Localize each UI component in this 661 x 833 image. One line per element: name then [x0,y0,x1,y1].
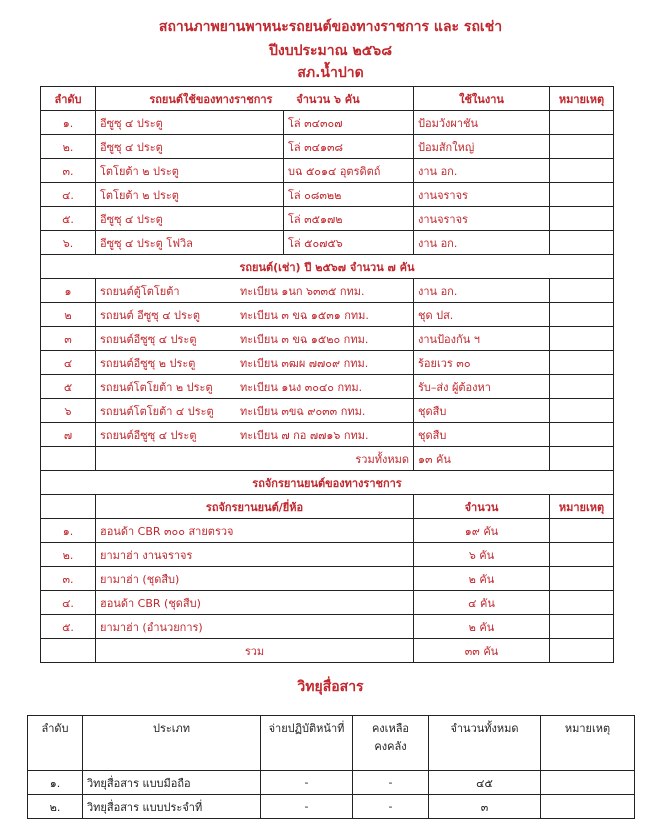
row-no: ๔. [41,183,96,207]
row-motorcycle: ยามาฮ่า (อำนวยการ) [96,615,414,639]
rental-total-value: ๑๓ คัน [414,447,550,471]
table-row [41,279,614,303]
row-use: รับ–ส่ง ผู้ต้องหา [414,375,550,399]
col-motorcycle-count: จำนวน [414,495,550,519]
fiscal-year: ปีงบประมาณ ๒๕๖๘ [269,43,392,59]
row-no: ๔ [41,351,96,375]
vehicle-table [40,86,614,663]
row-motorcycle: ยามาฮ่า (ชุดสืบ) [96,567,414,591]
row-use: ชุดสืบ [414,423,550,447]
col-radio-remark: หมายเหตุ [541,716,635,771]
row-plate: โล่ ๓๕๑๗๒ [284,207,414,231]
col-radio-duty: จ่ายปฏิบัติหน้าที่ [261,716,353,771]
row-no: ๓. [41,567,96,591]
row-registration: ทะเบียน ๓ขฉ ๙๐๓๓ กทม. [240,404,366,418]
row-radio-duty: - [261,795,353,819]
table-row [41,375,614,399]
row-no: ๑. [41,111,96,135]
row-registration: ทะเบียน ๓ ขฉ ๑๕๒๐ กทม. [240,332,369,346]
col-use: ใช้ในงาน [414,87,550,111]
row-remark [550,207,614,231]
row-remark [550,111,614,135]
row-plate: โล่ ๓๔๑๓๘ [284,135,414,159]
row-vehicle-name: รถยนต์โตโยต้า ๔ ประตู [100,404,214,418]
row-no: ๑ [41,279,96,303]
row-motorcycle: ยามาฮ่า งานจราจร [96,543,414,567]
row-no: ๔. [41,591,96,615]
rental-total-label: รวมทั้งหมด [96,447,414,471]
row-use: งานป้องกัน ฯ [414,327,550,351]
row-no: ๖ [41,399,96,423]
row-registration: ทะเบียน ๓ฒผ ๗๗๐๙ กทม. [240,356,369,370]
row-vehicle [96,327,414,351]
row-plate: โล่ ๐๘๓๒๒ [284,183,414,207]
empty-cell [41,447,96,471]
col-motorcycle-brand: รถจักรยานยนต์/ยี่ห้อ [96,495,414,519]
table-row [41,327,614,351]
row-plate: โล่ ๓๔๓๐๗ [284,111,414,135]
row-remark [550,447,614,471]
row-radio-type: วิทยุสื่อสาร แบบประจำที่ [83,795,261,819]
table-row [41,207,614,231]
table-row [41,543,614,567]
row-motorcycle: ฮอนด้า CBR ๓๐๐ สายตรวจ [96,519,414,543]
row-no: ๕ [41,375,96,399]
row-use: ป้อมสักใหญ่ [414,135,550,159]
radio-header-row [28,716,635,771]
row-vehicle: โตโยต้า ๒ ประตู [96,183,284,207]
table-row [41,591,614,615]
row-vehicle [96,279,414,303]
row-remark [550,639,614,663]
row-vehicle-name: รถยนต์อีซูซุ ๔ ประตู [100,332,197,346]
row-plate: โล่ ๕๐๗๕๖ [284,231,414,255]
row-remark [550,303,614,327]
table-row [41,159,614,183]
row-vehicle-name: รถยนต์ อีซูซุ ๔ ประตู [100,308,200,322]
row-remark [550,351,614,375]
row-use: ชุด ปส. [414,303,550,327]
table-row [41,183,614,207]
row-remark [550,543,614,567]
table-row [41,399,614,423]
row-vehicle [96,399,414,423]
row-radio-stock: - [353,771,429,795]
motorcycle-total-row [41,639,614,663]
col-radio-total: จำนวนทั้งหมด [429,716,541,771]
station-name: สภ.น้ำปาด [297,65,364,81]
motorcycle-heading: รถจักรยานยนต์ของทางราชการ [41,471,614,495]
row-no: ๑. [41,519,96,543]
radio-heading: วิทยุสื่อสาร [297,679,364,695]
table-row [41,231,614,255]
row-vehicle [96,375,414,399]
table-row [41,567,614,591]
table-row [41,423,614,447]
row-registration: ทะเบียน ๓ ขฉ ๑๕๓๑ กทม. [240,308,369,322]
row-radio-duty: - [261,771,353,795]
row-no: ๒. [41,135,96,159]
row-vehicle [96,303,414,327]
row-no: ๕. [41,615,96,639]
motorcycle-section-header [41,471,614,495]
row-vehicle: อีซูซุ ๔ ประตู โฟวิล [96,231,284,255]
row-radio-stock: - [353,795,429,819]
row-use: งาน อก. [414,231,550,255]
row-no: ๖. [41,231,96,255]
row-remark [550,159,614,183]
row-use: ร้อยเวร ๓๐ [414,351,550,375]
col-vehicle [96,87,414,111]
row-count: ๑๙ คัน [414,519,550,543]
radio-table [27,715,635,819]
row-no: ๕. [41,207,96,231]
row-remark [550,399,614,423]
row-use: ชุดสืบ [414,399,550,423]
row-remark [550,519,614,543]
row-registration: ทะเบียน ๑นก ๖๓๓๕ กทม. [240,284,365,298]
col-vehicle-count: จำนวน ๖ คัน [296,92,360,106]
row-remark [550,423,614,447]
row-no: ๓ [41,327,96,351]
motorcycle-total-label: รวม [96,639,414,663]
row-no: ๒. [41,543,96,567]
row-motorcycle: ฮอนด้า CBR (ชุดสืบ) [96,591,414,615]
rental-heading: รถยนต์(เช่า) ปี ๒๕๖๗ จำนวน ๗ คัน [41,255,614,279]
row-count: ๔ คัน [414,591,550,615]
row-vehicle: อีซูซุ ๔ ประตู [96,135,284,159]
row-count: ๒ คัน [414,615,550,639]
motorcycle-total-value: ๓๓ คัน [414,639,550,663]
table-row [28,795,635,819]
row-registration: ทะเบียน ๗ กอ ๗๗๑๖ กทม. [240,428,369,442]
row-no: ๒. [28,795,83,819]
row-vehicle [96,423,414,447]
row-count: ๒ คัน [414,567,550,591]
row-remark [550,279,614,303]
row-no: ๗ [41,423,96,447]
row-use: งาน อก. [414,159,550,183]
row-remark [550,567,614,591]
row-registration: ทะเบียน ๑นง ๓๐๔๐ กทม. [240,380,363,394]
col-radio-stock: คงเหลือคงคลัง [353,716,429,771]
row-vehicle-name: รถยนต์อีซูซุ ๔ ประตู [100,428,197,442]
row-radio-total: ๔๕ [429,771,541,795]
col-radio-type: ประเภท [83,716,261,771]
col-motorcycle-remark: หมายเหตุ [550,495,614,519]
empty-cell [41,639,96,663]
row-no: ๑. [28,771,83,795]
table-row [41,303,614,327]
empty-cell [41,495,96,519]
table-row [41,519,614,543]
table-row [41,111,614,135]
doc-title: สถานภาพยานพาหนะรถยนต์ของทางราชการ และ รถเช่า [158,19,503,35]
row-vehicle-name: รถยนต์ตู้โตโยต้า [100,284,180,298]
row-vehicle-name: รถยนต์อีซูซุ ๒ ประตู [100,356,196,370]
table-row [28,771,635,795]
rental-section-header [41,255,614,279]
table-row [41,135,614,159]
motorcycle-header-row [41,495,614,519]
row-remark [550,327,614,351]
row-remark [550,375,614,399]
row-plate: บฉ ๕๐๑๔ อุตรดิตถ์ [284,159,414,183]
row-use: งานจราจร [414,183,550,207]
row-no: ๓. [41,159,96,183]
row-radio-total: ๓ [429,795,541,819]
row-remark [550,231,614,255]
table-row [41,351,614,375]
table-row [41,615,614,639]
vehicle-header-row [41,87,614,111]
row-remark [550,183,614,207]
row-vehicle: อีซูซุ ๔ ประตู [96,111,284,135]
rental-total-row [41,447,614,471]
row-vehicle-name: รถยนต์โตโยต้า ๒ ประตู [100,380,213,394]
col-vehicle-label: รถยนต์ใช้ของทางราชการ [149,92,273,106]
row-count: ๖ คัน [414,543,550,567]
row-use: งาน อก. [414,279,550,303]
row-remark [541,795,635,819]
row-vehicle: โตโยต้า ๒ ประตู [96,159,284,183]
row-vehicle [96,351,414,375]
col-radio-no: ลำดับ [28,716,83,771]
row-use: ป้อมวังผาชัน [414,111,550,135]
row-no: ๒ [41,303,96,327]
row-remark [550,591,614,615]
row-radio-type: วิทยุสื่อสาร แบบมือถือ [83,771,261,795]
col-no: ลำดับ [41,87,96,111]
col-remark: หมายเหตุ [550,87,614,111]
row-use: งานจราจร [414,207,550,231]
row-vehicle: อีซูซุ ๔ ประตู [96,207,284,231]
row-remark [550,615,614,639]
row-remark [541,771,635,795]
row-remark [550,135,614,159]
